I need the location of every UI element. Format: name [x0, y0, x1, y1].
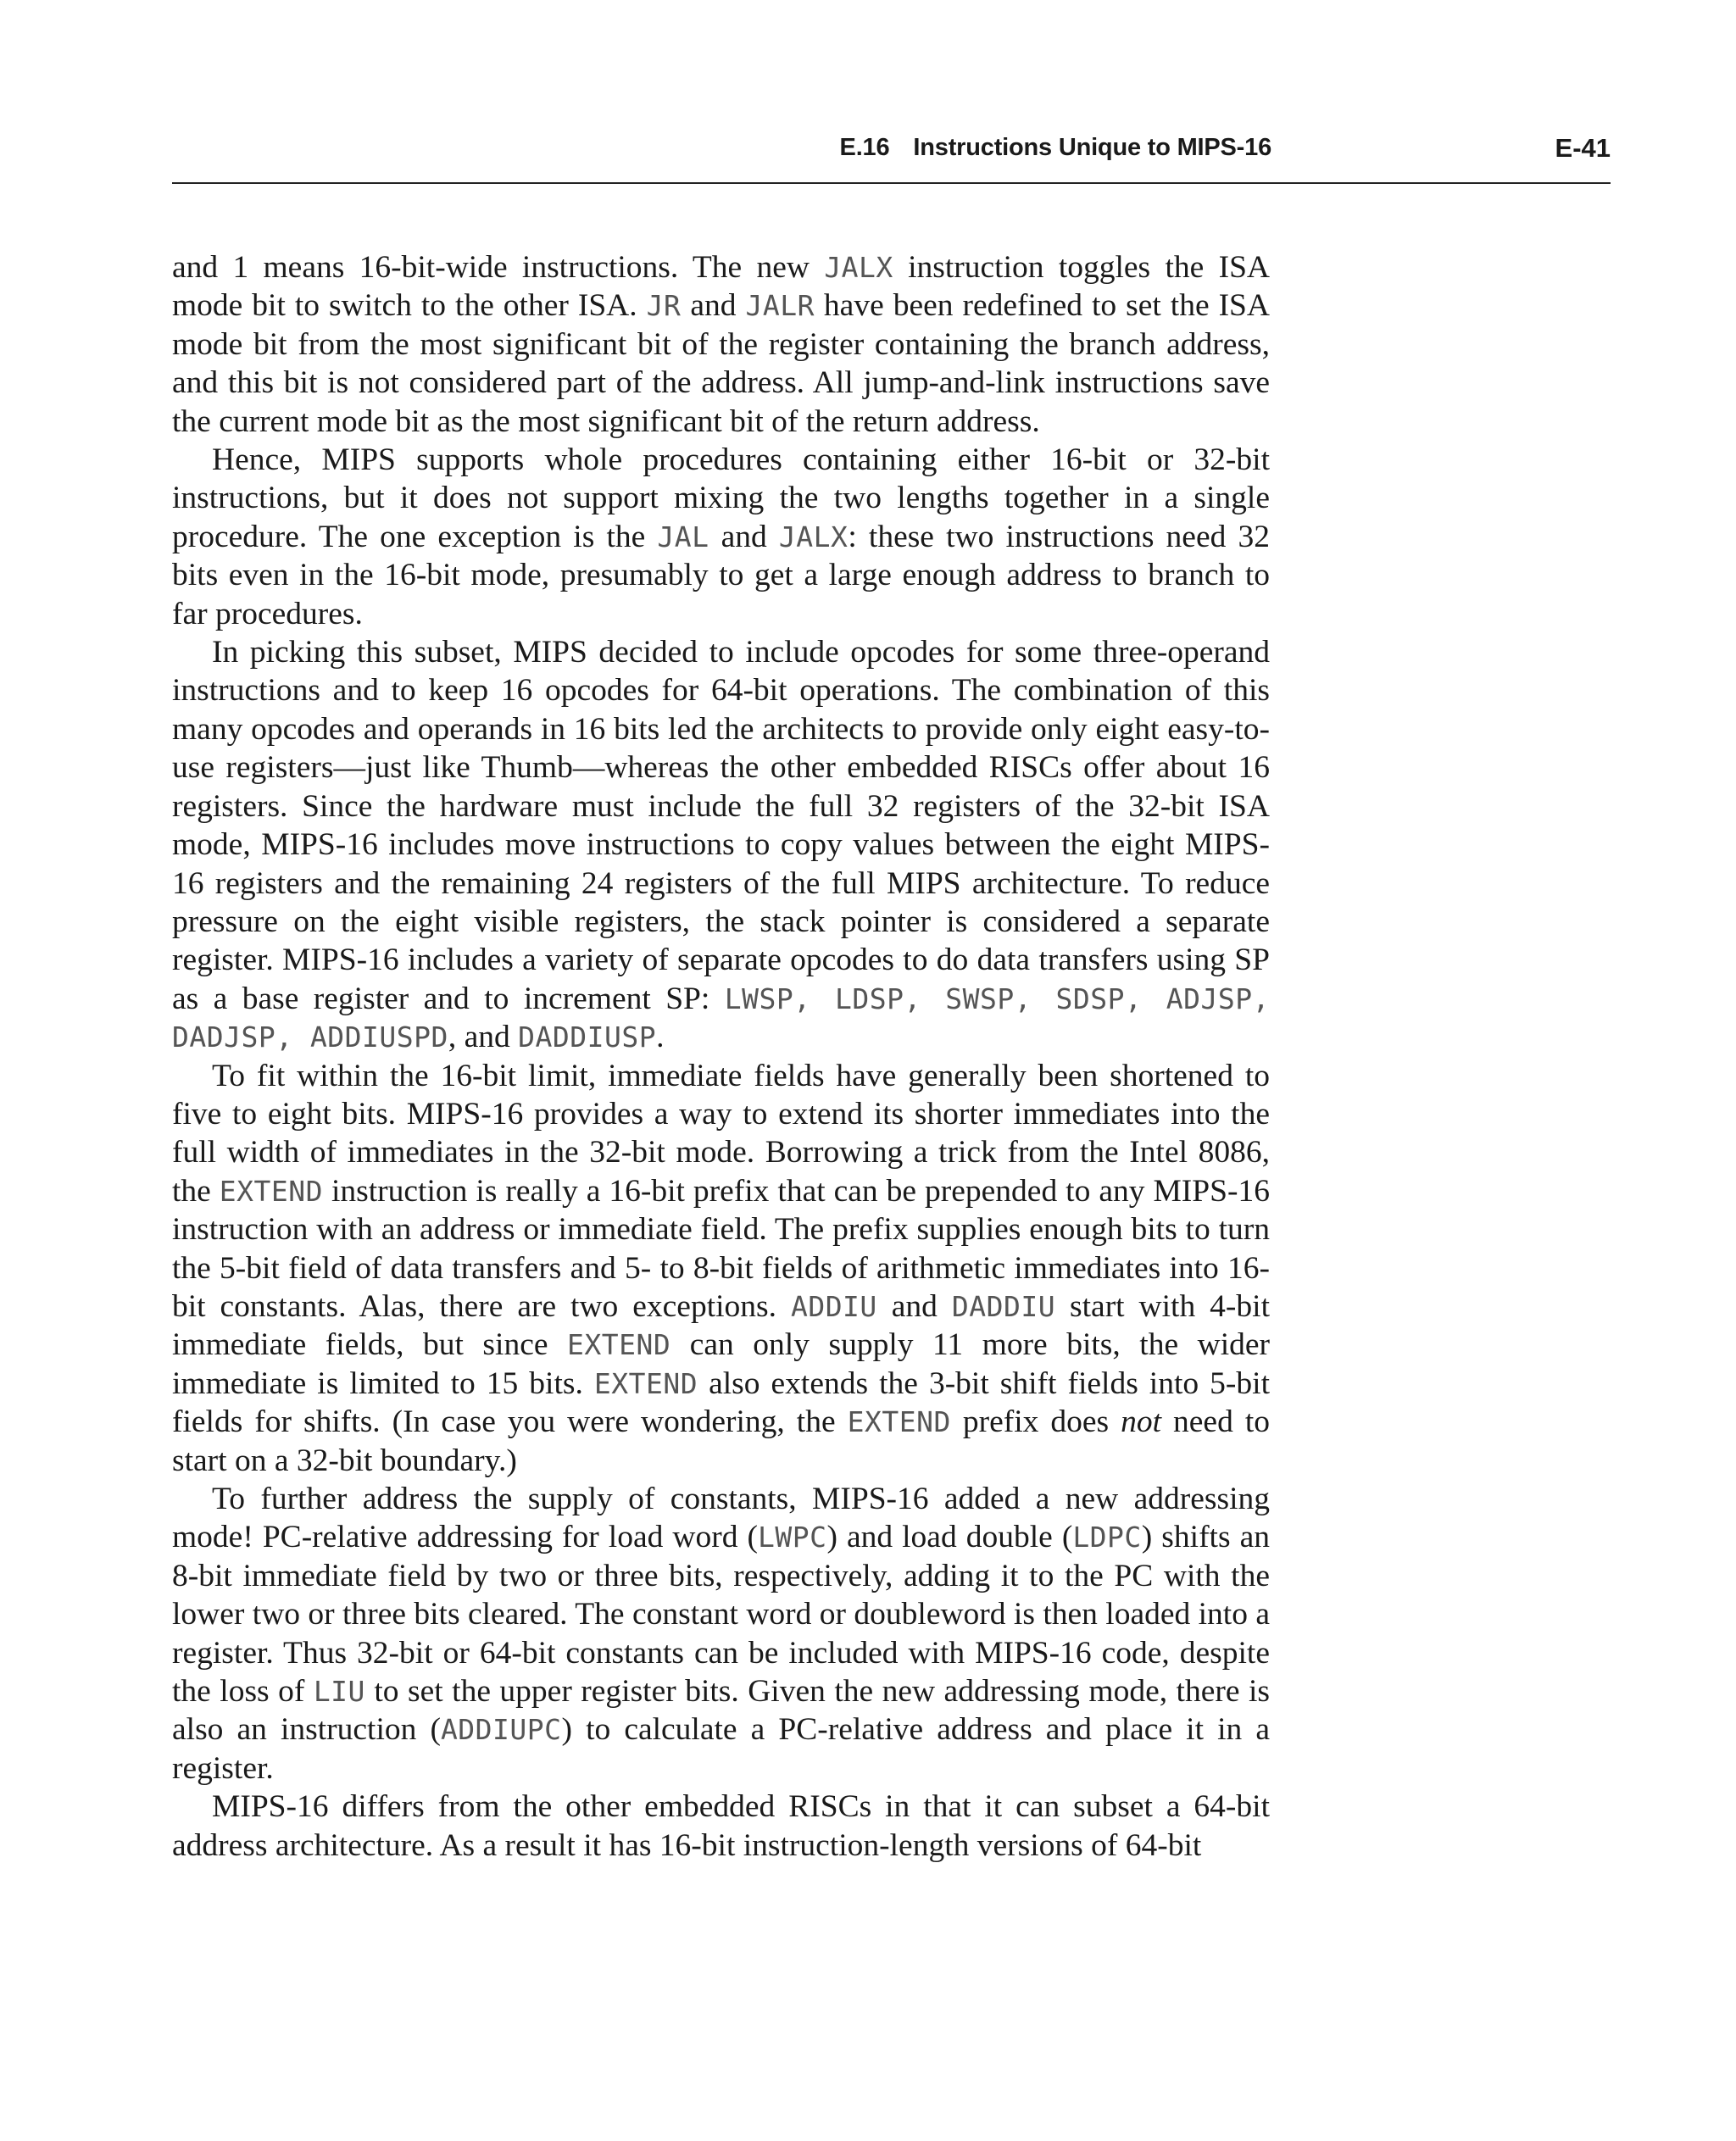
text-run: and: [681, 288, 746, 324]
text-run: ) shifts an 8-bit immediate field by two or three bits, respectively, adding it to the PC with the lower two or three bits cleared. The constant word or doubleword is then loaded into a register. Thus 32-bit or 64-bit constants can be included with MIPS-16 code, despite the loss of: [172, 1520, 1270, 1710]
paragraph: [172, 1057, 1270, 1480]
text-run: MIPS-16 differs from the other embedded RISCs in that it can subset a 64-bit address architecture. As a result it has 16-bit instruction-length versions of 64-bit: [172, 1789, 1270, 1863]
section-heading: [840, 134, 1271, 162]
text-run: instruction toggles the ISA mode bit to switch to the other ISA.: [172, 250, 1271, 324]
text-run: start with 4-bit immediate fields, but since: [172, 1288, 1270, 1363]
code-term: EXTEND: [567, 1328, 671, 1362]
section-title: Instructions Unique to MIPS-16: [913, 134, 1271, 161]
text-run: and: [876, 1288, 952, 1324]
code-term: JAL: [657, 520, 709, 553]
code-term: EXTEND: [593, 1366, 698, 1400]
emphasis-text: not: [1121, 1404, 1162, 1440]
code-term: EXTEND: [847, 1405, 951, 1439]
code-term: ADDIU: [790, 1289, 877, 1323]
code-term: EXTEND: [219, 1174, 324, 1208]
text-run: : these two instructions need 32 bits even in the 16-bit mode, presumably to get a large enough address to branch to far procedures.: [172, 519, 1270, 631]
code-term: DADDIUSP: [518, 1020, 657, 1054]
section-number: E.16: [839, 134, 890, 161]
text-run: can only supply 11 more bits, the wider immediate is limited to 15 bits.: [172, 1327, 1270, 1401]
text-run: prefix does: [950, 1404, 1121, 1440]
text-run: to set the upper register bits. Given the new addressing mode, there is also an instruction (: [172, 1674, 1270, 1748]
page-number: E-41: [1555, 133, 1611, 163]
paragraph: [172, 1788, 1270, 1865]
text-run: and: [709, 519, 779, 554]
text-run: ) to calculate a PC-relative address and place it in a register.: [172, 1712, 1270, 1786]
code-term: JALR: [745, 289, 815, 323]
paragraph: [172, 441, 1270, 633]
code-term: JALX: [824, 251, 893, 284]
text-run: .: [656, 1020, 665, 1055]
text-run: need to start on a 32-bit boundary.): [172, 1404, 1270, 1478]
text-run: In picking this subset, MIPS decided to include opcodes for some three-operand instructions and to keep 16 opcodes for 64-bit operations. The combination of this many opcodes and operands in 16 bits led the architects to provide only eight easy-to-use registers—just like Thumb—whereas the other embedded RISCs offer about 16 registers. Since the hardware must include the full 32 registers of the 32-bit ISA mode, MIPS-16 includes move instructions to copy values between the eight MIPS-16 registers and the remaining 24 registers of the full MIPS architecture. To reduce pressure on the eight visible registers, the stack pointer is considered a separate register. MIPS-16 includes a variety of separate opcodes to do data transfers using SP as a base register and to increment SP:: [172, 635, 1270, 1016]
code-term: JR: [646, 289, 682, 323]
code-term: ADDIUPC: [440, 1713, 562, 1747]
text-run: ) and load double (: [826, 1520, 1073, 1555]
code-term: LIU: [313, 1675, 365, 1709]
paragraph: [172, 248, 1270, 441]
code-term: LWSP, LDSP, SWSP, SDSP, ADJSP, DADJSP, ADDIUSPD: [172, 982, 1270, 1054]
text-run: and 1 means 16-bit-wide instructions. The new: [172, 250, 825, 285]
paragraph: [172, 633, 1270, 1056]
code-term: DADDIU: [951, 1289, 1056, 1323]
code-term: JALX: [778, 520, 849, 553]
code-term: LDPC: [1072, 1521, 1142, 1554]
body-text: [172, 248, 1270, 1865]
text-run: also extends the 3-bit shift fields into 5-bit fields for shifts. (In case you were wondering, the: [172, 1365, 1270, 1440]
paragraph: [172, 1480, 1270, 1788]
text-run: instruction is really a 16-bit prefix that can be prepended to any MIPS-16 instruction with an address or immediate field. The prefix supplies enough bits to turn the 5-bit field of data transfers and 5- to 8-bit fields of arithmetic immediates into 16-bit constants. Alas, there are two exceptions.: [172, 1173, 1270, 1324]
text-run: To further address the supply of constants, MIPS-16 added a new addressing mode! PC-relative addressing for load word (: [172, 1482, 1270, 1555]
text-run: , and: [448, 1020, 519, 1055]
code-term: LWPC: [757, 1521, 827, 1554]
running-header: [172, 131, 1611, 184]
text-run: have been redefined to set the ISA mode bit from the most significant bit of the register containing the branch address, and this bit is not considered part of the address. All jump-and-link instructions save the current mode bit as the most significant bit of the return address.: [172, 288, 1270, 439]
text-run: Hence, MIPS supports whole procedures containing either 16-bit or 32-bit instructions, but it does not support mixing the two lengths together in a single procedure. The one exception is the: [172, 442, 1270, 554]
text-run: To fit within the 16-bit limit, immediate fields have generally been shortened to five to eight bits. MIPS-16 provides a way to extend its shorter immediates into the full width of immediates in the 32-bit mode. Borrowing a trick from the Intel 8086, the: [172, 1058, 1270, 1209]
